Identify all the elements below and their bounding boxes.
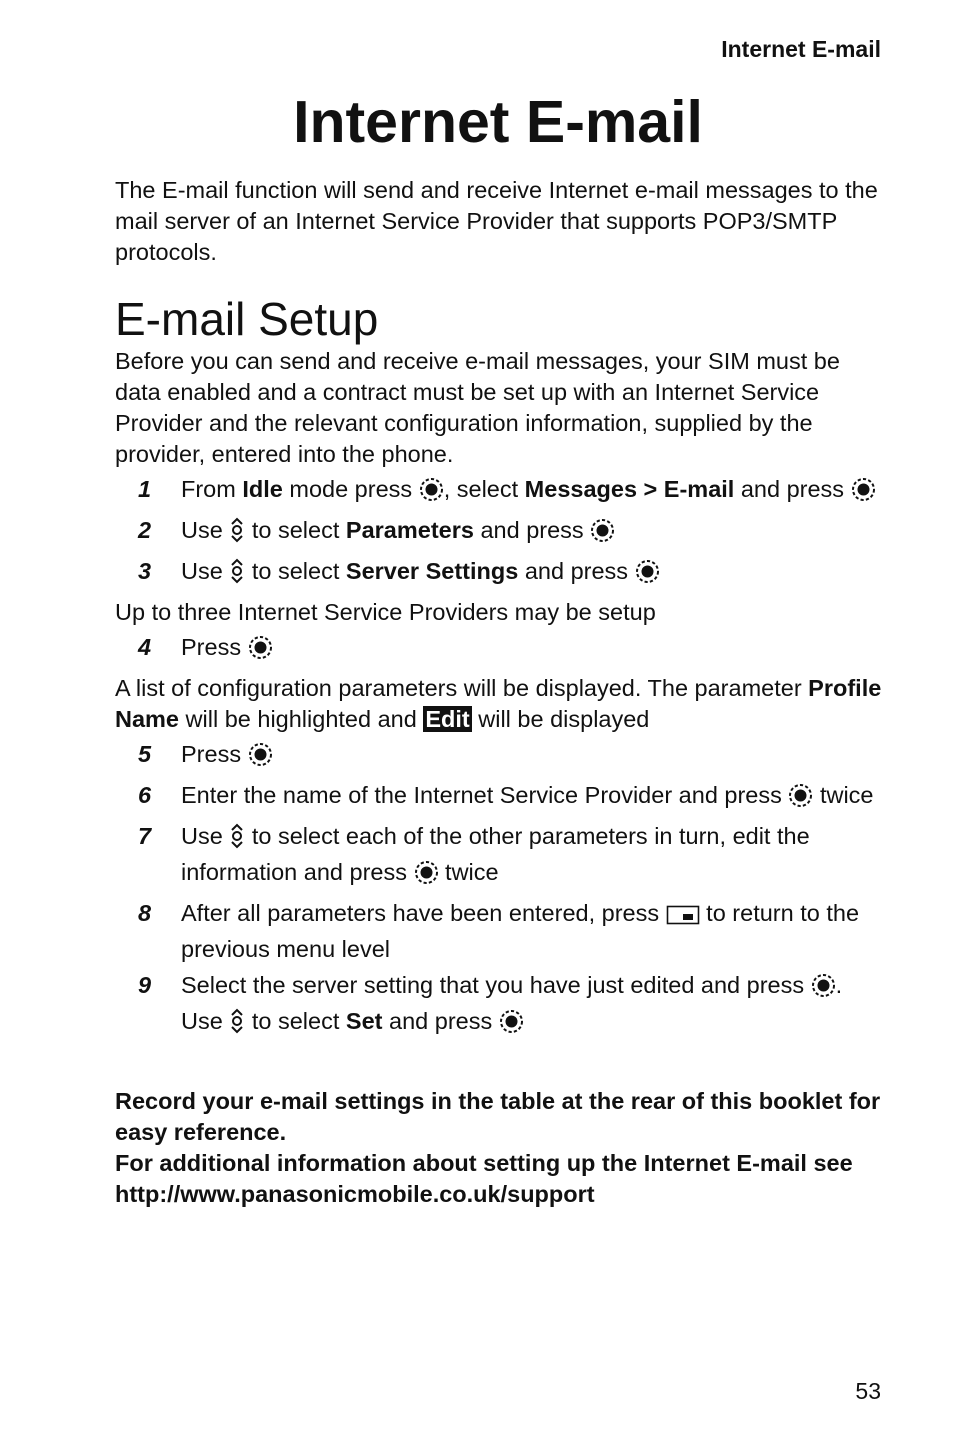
bold-term: Profile Name — [115, 675, 882, 732]
navi-key-center-icon — [248, 635, 273, 668]
step-text — [181, 556, 890, 592]
page-number: 53 — [855, 1378, 881, 1404]
bold-term: Idle — [242, 476, 283, 502]
running-header: Internet E-mail — [721, 36, 881, 62]
step-5 — [115, 739, 890, 775]
step-number: 1 — [138, 476, 152, 502]
text: to select each of the other parameters in turn, edit the information and press — [181, 823, 810, 885]
text: will be displayed — [471, 706, 650, 732]
text: Enter the name of the Internet Service Provider and press — [181, 782, 789, 808]
page-title: Internet E-mail — [293, 89, 703, 155]
step-2 — [115, 515, 890, 551]
navi-key-center-icon — [811, 973, 836, 1006]
section-heading: E-mail Setup — [115, 293, 379, 345]
bold-notes — [115, 1086, 890, 1210]
step-9 — [115, 970, 890, 1042]
step-text — [181, 970, 890, 1042]
navi-key-center-icon — [414, 860, 439, 893]
step-number: 6 — [138, 782, 152, 808]
step-number: 7 — [138, 823, 152, 849]
softkey-label: Edit — [425, 706, 470, 732]
step-number: 8 — [138, 900, 152, 926]
navi-key-up-down-icon — [229, 1008, 245, 1042]
navi-key-center-icon — [248, 742, 273, 775]
text: and press — [518, 558, 635, 584]
text: Select the server setting that you have just edited and press — [181, 972, 811, 998]
step-8 — [115, 898, 890, 965]
text: will be highlighted and — [179, 706, 424, 732]
text: A list of configuration parameters will be displayed. The parameter — [115, 675, 809, 701]
navi-key-center-icon — [590, 518, 615, 551]
step-number: 5 — [138, 741, 152, 767]
text: to select — [245, 1008, 346, 1034]
step-text — [181, 898, 890, 965]
text: , select — [443, 476, 525, 502]
text: Use — [181, 823, 230, 849]
navi-key-center-icon — [635, 559, 660, 592]
text: to select — [245, 558, 346, 584]
step-1 — [115, 474, 890, 510]
text: twice — [438, 859, 499, 885]
step-number: 9 — [138, 972, 152, 998]
navi-key-up-down-icon — [229, 823, 245, 857]
step-number: 4 — [138, 634, 152, 660]
navi-key-center-icon — [419, 477, 444, 510]
step-number: 3 — [138, 558, 152, 584]
step-text — [181, 632, 890, 668]
page-content — [115, 175, 890, 1210]
step-7 — [115, 821, 890, 893]
step-text — [181, 739, 890, 775]
text: and press — [473, 517, 591, 543]
right-softkey-icon — [666, 903, 700, 934]
navi-key-center-icon — [499, 1009, 524, 1042]
navi-key-center-icon — [788, 783, 813, 816]
step-text — [181, 780, 890, 816]
step-3 — [115, 556, 890, 592]
navi-key-center-icon — [851, 477, 876, 510]
note-record-settings: Record your e-mail settings in the table at the rear of this booklet for easy reference. — [115, 1088, 881, 1145]
steps-list-3 — [115, 739, 890, 1042]
text: Press — [181, 634, 248, 660]
text: mode press — [282, 476, 419, 502]
text: twice — [813, 782, 874, 808]
bold-term: Set — [345, 1008, 383, 1034]
step-text — [181, 474, 890, 510]
step-text — [181, 515, 890, 551]
text: Use — [181, 558, 230, 584]
text: and press — [734, 476, 851, 502]
text: to return to the previous menu level — [181, 900, 860, 962]
navi-key-up-down-icon — [229, 517, 245, 551]
bold-term: Messages > E-mail — [524, 476, 735, 502]
steps-list-2 — [115, 632, 890, 668]
note-providers: Up to three Internet Service Providers may be setup — [115, 599, 656, 625]
text: Press — [181, 741, 248, 767]
text: After all parameters have been entered, press — [181, 900, 666, 926]
text: . Use — [181, 972, 843, 1034]
bold-term: Server Settings — [345, 558, 519, 584]
note-additional-info: For additional information about setting up the Internet E-mail see http://www.panasonicmobile.co.uk/support — [115, 1150, 853, 1207]
intro-paragraph: The E-mail function will send and receive Internet e-mail messages to the mail server of an Internet Service Provider that supports POP3/SMTP protocols. — [115, 177, 878, 265]
text: From — [181, 476, 243, 502]
text: and press — [382, 1008, 499, 1034]
step-number: 2 — [138, 517, 152, 543]
step-text — [181, 821, 890, 893]
text: Use — [181, 517, 230, 543]
bold-term: Parameters — [345, 517, 474, 543]
navi-key-up-down-icon — [229, 558, 245, 592]
setup-lead-paragraph: Before you can send and receive e-mail messages, your SIM must be data enabled and a contract must be set up with an Internet Service Provider and the relevant configuration information, supplied by the provider, entered into the phone. — [115, 348, 840, 467]
note-parameters — [115, 673, 890, 735]
text: to select — [245, 517, 346, 543]
step-6 — [115, 780, 890, 816]
steps-list-1 — [115, 474, 890, 592]
step-4 — [115, 632, 890, 668]
